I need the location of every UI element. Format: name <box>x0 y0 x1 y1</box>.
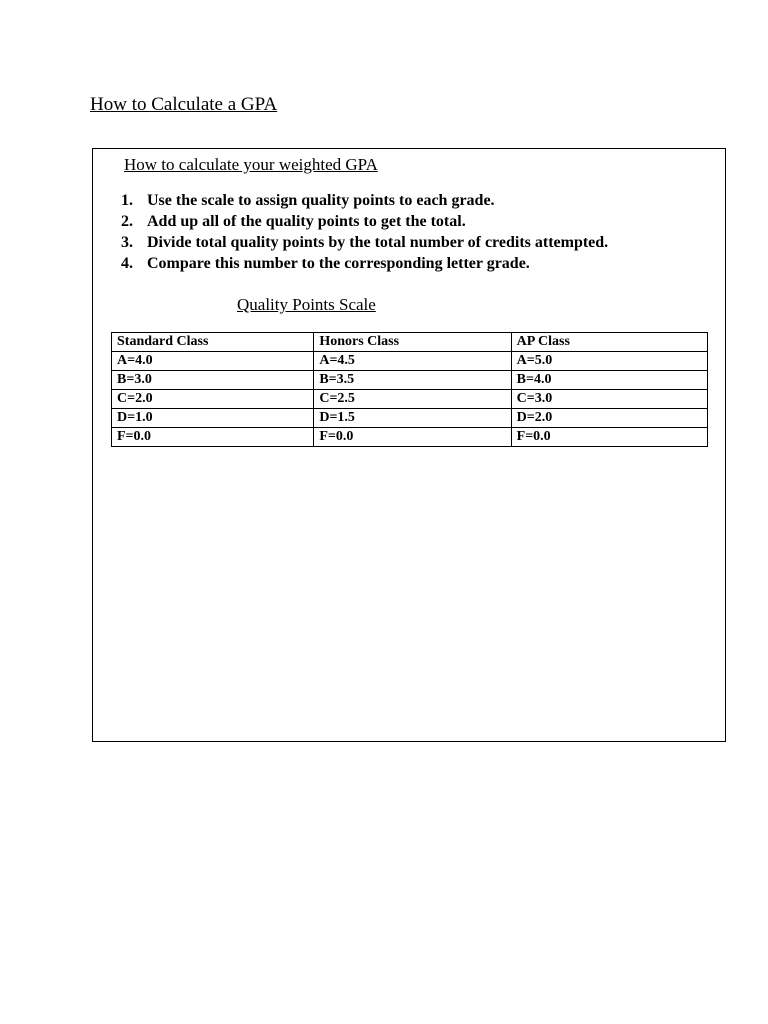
steps-list <box>121 190 608 274</box>
table-cell: A=4.5 <box>314 352 511 371</box>
quality-points-scale-heading: Quality Points Scale <box>237 295 376 314</box>
page-title: How to Calculate a GPA <box>90 94 278 115</box>
table-cell: D=1.5 <box>314 409 511 428</box>
step-item <box>121 232 608 253</box>
step-number: 3. <box>121 234 133 251</box>
table-header-row <box>112 333 708 352</box>
step-number: 1. <box>121 192 133 209</box>
step-text: Compare this number to the corresponding letter grade. <box>147 255 530 272</box>
table-cell: F=0.0 <box>112 428 314 447</box>
table-row <box>112 428 708 447</box>
quality-points-table <box>111 332 708 447</box>
column-header-ap: AP Class <box>511 333 707 352</box>
table-cell: C=2.0 <box>112 390 314 409</box>
table-cell: B=3.5 <box>314 371 511 390</box>
step-number: 4. <box>121 255 133 272</box>
step-item <box>121 190 608 211</box>
table-row <box>112 390 708 409</box>
column-header-standard: Standard Class <box>112 333 314 352</box>
table-cell: C=2.5 <box>314 390 511 409</box>
table-cell: B=4.0 <box>511 371 707 390</box>
table-cell: D=2.0 <box>511 409 707 428</box>
weighted-gpa-heading: How to calculate your weighted GPA <box>124 155 378 174</box>
table-row <box>112 352 708 371</box>
table-cell: C=3.0 <box>511 390 707 409</box>
column-header-honors: Honors Class <box>314 333 511 352</box>
table-row <box>112 371 708 390</box>
gpa-instructions-box <box>92 148 726 742</box>
table-cell: A=5.0 <box>511 352 707 371</box>
table-cell: F=0.0 <box>511 428 707 447</box>
step-text: Add up all of the quality points to get the total. <box>147 213 466 230</box>
step-text: Divide total quality points by the total number of credits attempted. <box>147 234 609 251</box>
step-text: Use the scale to assign quality points to each grade. <box>147 192 495 209</box>
table-cell: A=4.0 <box>112 352 314 371</box>
step-number: 2. <box>121 213 133 230</box>
table-cell: B=3.0 <box>112 371 314 390</box>
table-cell: D=1.0 <box>112 409 314 428</box>
step-item <box>121 253 608 274</box>
table-cell: F=0.0 <box>314 428 511 447</box>
table-row <box>112 409 708 428</box>
step-item <box>121 211 608 232</box>
